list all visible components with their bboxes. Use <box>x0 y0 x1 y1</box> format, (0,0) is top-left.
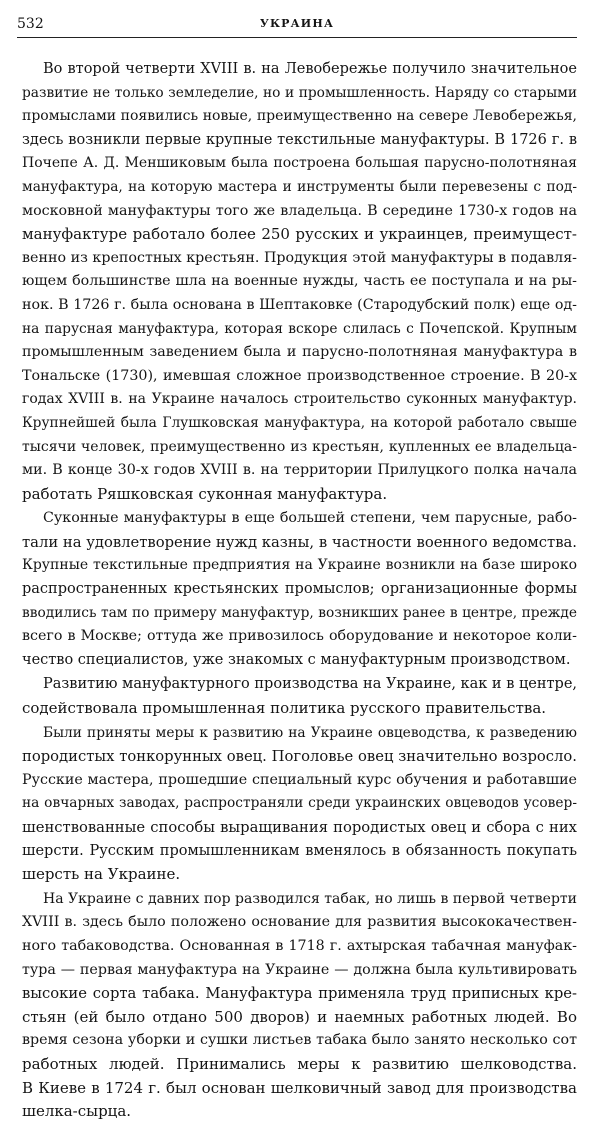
text-line: шерсть на Украине. <box>22 865 181 884</box>
paragraph <box>22 507 577 672</box>
text-line: ного табаководства. Основанная в 1718 г. ахтырская табачная мануфак- <box>22 937 577 954</box>
text-line: распространенных крестьянских промыслов; организационные формы <box>22 581 577 598</box>
text-line: время сезона уборки и сушки листьев табака было занято несколько сот <box>22 1032 577 1049</box>
text-line: мануфактуре работало более 250 русских и украинцев, преимущест- <box>22 225 577 244</box>
text-line: мануфактура, на которую мастера и инструменты были перевезены с под- <box>22 178 577 195</box>
text-line: на парусная мануфактура, которая вскоре слилась с Почепской. Крупным <box>22 320 577 337</box>
text-line: Во второй четверти XVIII в. на Левобережье получило значительное <box>43 61 577 77</box>
running-head: УКРАИНА <box>259 17 335 30</box>
text-line: Тональске (1730), имевшая сложное производственное строение. В 20-х <box>22 367 577 384</box>
text-line: чество специалистов, уже знакомых с мануфактурным производством. <box>22 651 571 668</box>
text-line: венно из крепостных крестьян. Продукция этой мануфактуры в подавля- <box>22 249 577 266</box>
text-line: Почепе А. Д. Меншиковым была построена большая парусно-полотняная <box>22 155 577 172</box>
body-text <box>22 58 577 1125</box>
text-line: высокие сорта табака. Мануфактура применяла труд приписных кре- <box>22 985 577 1003</box>
page-header <box>17 13 577 37</box>
text-line: Крупные текстильные предприятия на Украине возникли на базе широко <box>22 557 577 574</box>
text-line: работных людей. Принимались меры к развитию шелководства. <box>22 1054 577 1073</box>
text-line: работать Ряшковская суконная мануфактура. <box>22 484 388 503</box>
text-line: Суконные мануфактуры в еще большей степени, чем парусные, рабо- <box>43 510 577 527</box>
text-line: здесь возникли первые крупные текстильные мануфактуры. В 1726 г. в <box>22 131 577 148</box>
text-line: московной мануфактуры того же владельца. В середине 1730-х годов на <box>22 202 577 219</box>
text-line: Русские мастера, прошедшие специальный курс обучения и работавшие <box>22 771 577 788</box>
text-line: промыслами появились новые, преимущественно на севере Левобережья, <box>22 108 577 125</box>
text-line: шенствованные способы выращивания породистых овец и сбора с них <box>22 819 577 836</box>
text-line: промышленным заведением была и парусно-полотняная мануфактура в <box>22 344 577 361</box>
paragraph <box>22 673 577 720</box>
paragraph <box>22 722 577 887</box>
text-line: вводились там по примеру мануфактур, возникших ранее в центре, прежде <box>22 604 577 621</box>
text-line: годах XVIII в. на Украине началось строительство суконных мануфактур. <box>22 391 577 408</box>
text-line: всего в Москве; оттуда же привозилось оборудование и некоторое коли- <box>22 628 577 645</box>
text-line: Крупнейшей была Глушковская мануфактура, на которой работало свыше <box>22 414 577 431</box>
text-line: На Украине с давних пор разводился табак, но лишь в первой четверти <box>43 890 577 907</box>
text-line: породистых тонкорунных овец. Поголовье овец значительно возросло. <box>22 748 577 766</box>
text-line: ми. В конце 30-х годов XVIII в. на территории Прилуцкого полка начала <box>22 462 577 479</box>
text-line: Развитию мануфактурного производства на Украине, как и в центре, <box>43 676 578 693</box>
text-line: нок. В 1726 г. была основана в Шептаковке (Стародубский полк) еще од- <box>22 296 577 313</box>
text-line: В Киеве в 1724 г. был основан шелковичный завод для производства <box>22 1078 577 1097</box>
text-line: шерсти. Русским промышленникам вменялось в обязанность покупать <box>22 842 577 859</box>
text-line: на овчарных заводах, распространяли среди украинских овцеводов усовер- <box>22 795 577 812</box>
text-line: тысячи человек, преимущественно из крестьян, купленных ее владельца- <box>22 438 577 455</box>
text-line: тура — первая мануфактура на Украине — должна была культивировать <box>22 961 577 978</box>
text-line: XVIII в. здесь было положено основание для развития высококачествен- <box>22 914 577 931</box>
paragraph <box>22 888 577 1124</box>
text-line: тали на удовлетворение нужд казны, в частности военного ведомства. <box>22 533 577 551</box>
text-line: стьян (ей было отдано 500 дворов) и наемных работных людей. Во <box>22 1007 577 1026</box>
page-number: 532 <box>17 16 44 32</box>
paragraph <box>22 58 577 506</box>
text-line: содействовала промышленная политика русского правительства. <box>22 699 547 718</box>
header-rule <box>17 37 577 38</box>
text-line: ющем большинстве шла на военные нужды, часть ее поступала и на ры- <box>22 273 577 290</box>
text-line: Были приняты меры к развитию на Украине овцеводства, к разведению <box>43 724 577 741</box>
text-line: развитие не только земледелие, но и промышленность. Наряду со старыми <box>22 84 577 101</box>
text-line: шелка-сырца. <box>22 1102 132 1121</box>
